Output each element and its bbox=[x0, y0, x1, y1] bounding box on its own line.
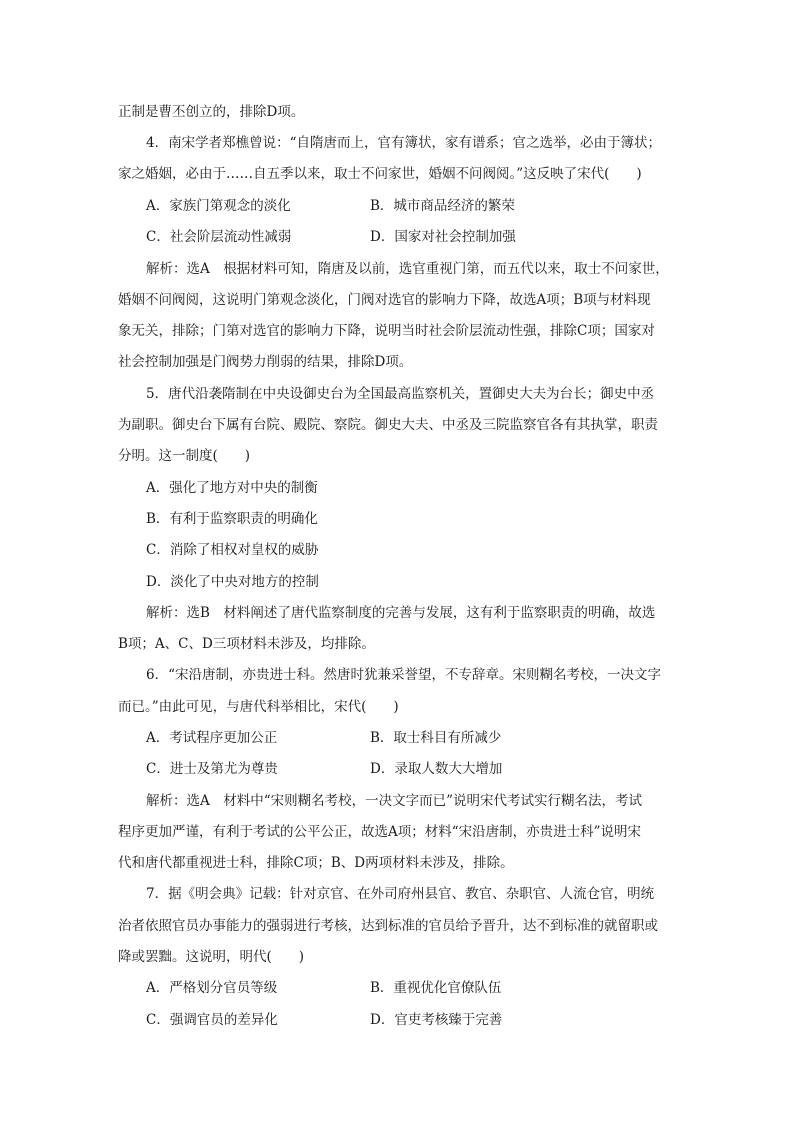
text-line: 正制是曹丕创立的，排除D项。 bbox=[118, 104, 305, 120]
q4-analysis-cont: 社会控制加强是门阀势力削弱的结果，排除D项。 bbox=[118, 354, 413, 370]
q5-option-b: B．有利于监察职责的明确化 bbox=[146, 511, 318, 527]
question-5-stem-cont: 为副职。御史台下属有台院、殿院、察院。御史大夫、中丞及三院监察官各有其执掌，职责 bbox=[118, 417, 658, 433]
q5-option-a: A．强化了地方对中央的制衡 bbox=[146, 480, 318, 496]
q4-analysis-cont: 象无关，排除；门第对选官的影响力下降，说明当时社会阶层流动性强，排除C项；国家对 bbox=[118, 323, 655, 339]
question-6-stem: 6．“宋沿唐制，亦贵进士科。然唐时犹兼采誉望，不专辞章。宋则糊名考校，一决文字 bbox=[146, 667, 661, 683]
q7-option-c: C．强调官员的差异化 bbox=[146, 1012, 278, 1028]
question-6-stem-cont: 而已。”由此可见，与唐代科举相比，宋代( ) bbox=[118, 699, 399, 715]
q4-analysis-cont: 婚姻不问阀阅，这说明门第观念淡化，门阀对选官的影响力下降，故选A项；B项与材料现 bbox=[118, 292, 651, 308]
question-4-stem-cont: 家之婚姻，必由于……自五季以来，取士不问家世，婚姻不问阀阅。”这反映了宋代( ) bbox=[118, 166, 642, 182]
question-7-stem-cont: 降或罢黜。这说明，明代( ) bbox=[118, 949, 305, 965]
q5-option-c: C．消除了相权对皇权的威胁 bbox=[146, 542, 319, 558]
question-7-stem: 7．据《明会典》记载：针对京官、在外司府州县官、教官、杂职官、人流仓官，明统 bbox=[146, 886, 655, 902]
q6-analysis-cont: 程序更加严谨，有利于考试的公平公正，故选A项；材料“宋沿唐制，亦贵进士科”说明宋 bbox=[118, 824, 642, 840]
q7-option-b: B．重视优化官僚队伍 bbox=[370, 980, 502, 996]
question-7-stem-cont: 治者依照官员办事能力的强弱进行考核，达到标准的官员给予晋升，达不到标准的就留职或 bbox=[118, 918, 658, 934]
q4-option-b: B．城市商品经济的繁荣 bbox=[370, 198, 515, 214]
q6-option-b: B．取士科目有所减少 bbox=[370, 730, 502, 746]
question-4-stem: 4．南宋学者郑樵曾说：“自隋唐而上，官有簿状，家有谱系；官之选举，必由于簿状； bbox=[146, 135, 661, 151]
q6-option-a: A．考试程序更加公正 bbox=[146, 730, 278, 746]
q5-analysis: 解析：选B 材料阐述了唐代监察制度的完善与发展，这有利于监察职责的明确，故选 bbox=[146, 605, 656, 621]
question-5-stem: 5．唐代沿袭隋制在中央设御史台为全国最高监察机关，置御史大夫为台长；御史中丞 bbox=[146, 386, 655, 402]
q6-analysis: 解析：选A 材料中“宋则糊名考校，一决文字而已”说明宋代考试实行糊名法，考试 bbox=[146, 793, 643, 809]
q7-option-a: A．严格划分官员等级 bbox=[146, 980, 278, 996]
q4-analysis: 解析：选A 根据材料可知，隋唐及以前，选官重视门第，而五代以来，取士不问家世， bbox=[146, 261, 669, 277]
q6-option-d: D．录取人数大大增加 bbox=[370, 761, 503, 777]
q5-option-d: D．淡化了中央对地方的控制 bbox=[146, 574, 319, 590]
q4-option-d: D．国家对社会控制加强 bbox=[370, 229, 516, 245]
q5-analysis-cont: B项；A、C、D三项材料未涉及，均排除。 bbox=[118, 636, 375, 652]
q4-option-c: C．社会阶层流动性减弱 bbox=[146, 229, 292, 245]
question-5-stem-cont: 分明。这一制度( ) bbox=[118, 448, 251, 464]
q7-option-d: D．官吏考核臻于完善 bbox=[370, 1012, 503, 1028]
q4-option-a: A．家族门第观念的淡化 bbox=[146, 198, 291, 214]
q6-option-c: C．进士及第尤为尊贵 bbox=[146, 761, 278, 777]
q6-analysis-cont: 代和唐代都重视进士科，排除C项；B、D两项材料未涉及，排除。 bbox=[118, 855, 514, 871]
